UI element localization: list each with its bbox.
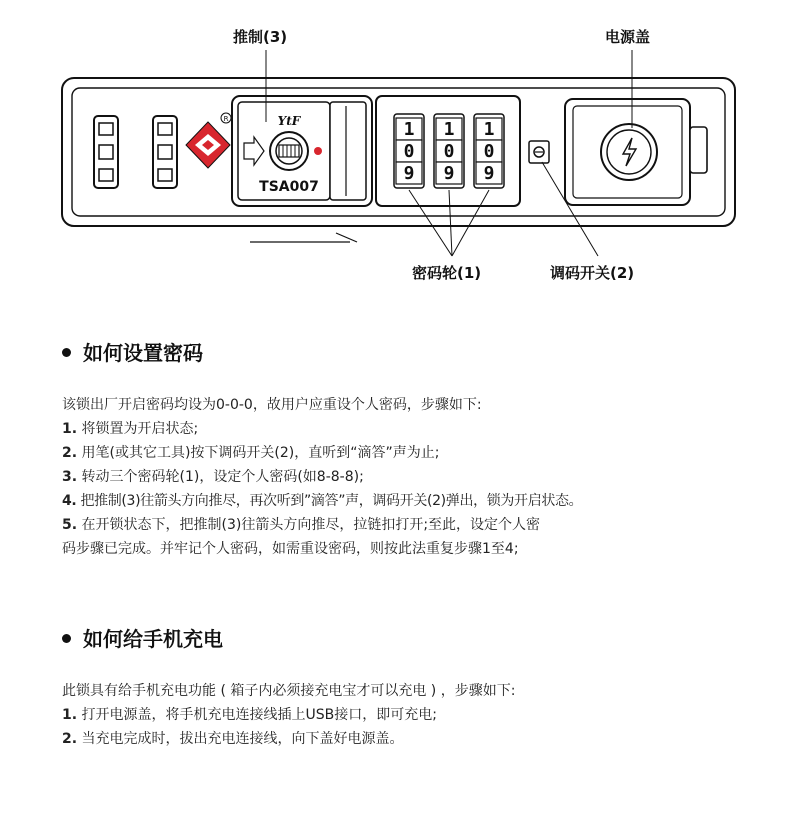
bullet-icon — [62, 348, 71, 357]
svg-text:R: R — [223, 115, 229, 123]
wheel-digit: 0 — [403, 141, 415, 162]
section1-title-text: 如何设置密码 — [83, 341, 203, 365]
wheel-digit: 9 — [483, 163, 495, 184]
wheel-digit: 1 — [443, 119, 455, 140]
section2-title-text: 如何给手机充电 — [83, 627, 223, 651]
list-item: 1. 打开电源盖，将手机充电连接线插上USB接口，即可充电; — [62, 707, 437, 723]
section-title-set-password — [62, 337, 203, 366]
indicator-dot — [314, 147, 322, 155]
zipper-slot-left — [94, 116, 118, 188]
combination-wheels — [376, 96, 520, 206]
label-slider: 推制(3) — [233, 28, 288, 46]
combination-wheel — [394, 114, 424, 188]
brand-logo-text: YtF — [277, 114, 301, 128]
list-item: 5. 在开锁状态下，把推制(3)往箭头方向推尽，拉链扣打开;至此，设定个人密 — [62, 517, 541, 533]
section1-intro: 该锁出厂开启密码均设为0-0-0，故用户应重设个人密码，步骤如下: — [62, 397, 482, 413]
combination-wheel — [434, 114, 464, 188]
section-title-charging — [62, 623, 223, 652]
list-item-continuation: 码步骤已完成。并牢记个人密码，如需重设密码，则按此法重复步骤1至4; — [62, 541, 519, 557]
list-item: 4. 把推制(3)往箭头方向推尽，再次听到”滴答”声，调码开关(2)弹出，锁为开启状态。 — [62, 493, 583, 509]
list-item: 3. 转动三个密码轮(1)，设定个人密码(如8-8-8); — [62, 469, 364, 485]
wheel-digit: 0 — [483, 141, 495, 162]
list-item: 1. 将锁置为开启状态; — [62, 421, 199, 437]
wheel-digit: 9 — [403, 163, 415, 184]
direction-arrow-icon — [250, 233, 357, 242]
wheel-digit: 9 — [443, 163, 455, 184]
power-cover — [565, 99, 707, 205]
bullet-icon — [62, 634, 71, 643]
wheel-digit: 1 — [483, 119, 495, 140]
tsa-model-text: TSA007 — [259, 179, 319, 195]
label-power-cover: 电源盖 — [605, 28, 651, 46]
section2-intro: 此锁具有给手机充电功能 ( 箱子内必须接充电宝才可以充电 ) ，步骤如下: — [62, 683, 516, 699]
list-item: 2. 当充电完成时，拔出充电连接线，向下盖好电源盖。 — [62, 731, 404, 747]
section2-body — [62, 679, 515, 751]
label-wheels: 密码轮(1) — [412, 264, 482, 282]
label-reset-switch: 调码开关(2) — [550, 264, 635, 282]
reset-switch-icon — [529, 141, 549, 163]
list-item: 2. 用笔(或其它工具)按下调码开关(2)，直听到“滴答”声为止; — [62, 445, 440, 461]
section1-body — [62, 393, 582, 561]
combination-wheel — [474, 114, 504, 188]
wheel-digit: 0 — [443, 141, 455, 162]
lock-diagram — [0, 0, 790, 300]
wheel-digit: 1 — [403, 119, 415, 140]
slider-button — [232, 96, 372, 206]
zipper-slot-right — [153, 116, 177, 188]
